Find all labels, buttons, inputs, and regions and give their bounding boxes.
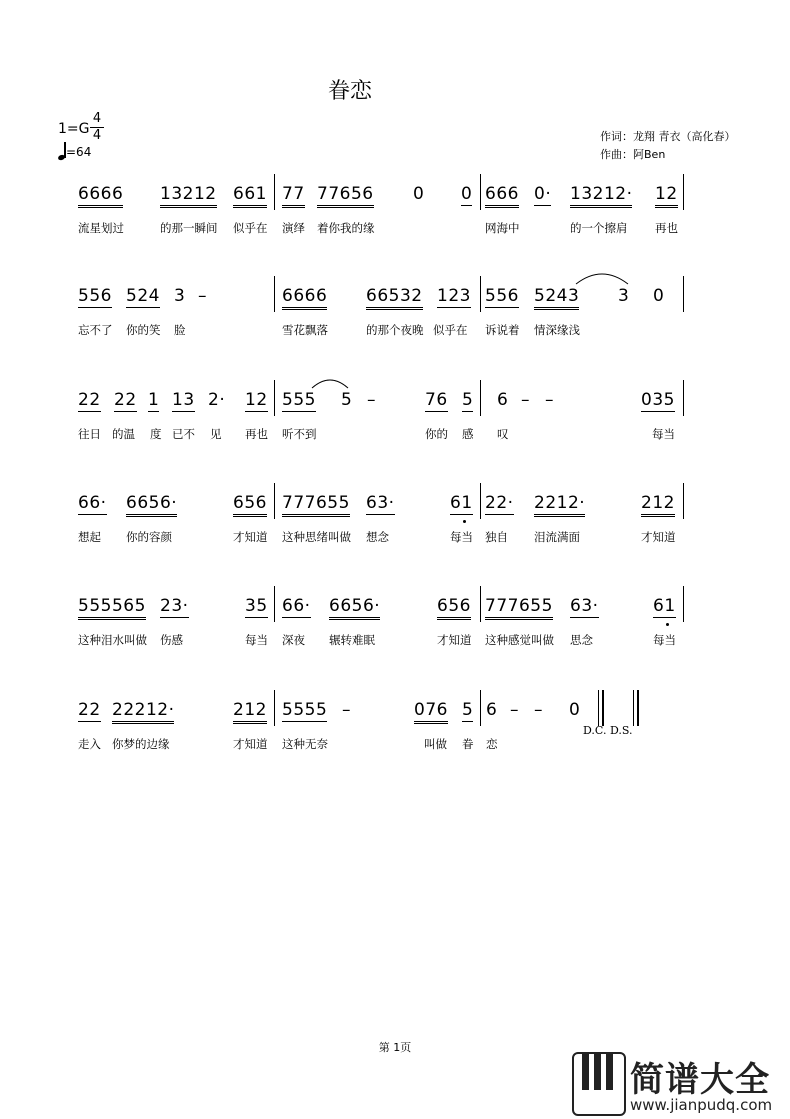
lyric: 才知道 bbox=[233, 530, 268, 544]
lyric: 走入 bbox=[78, 737, 101, 751]
note-group: 3 bbox=[618, 286, 630, 306]
note-group: 13 bbox=[172, 390, 195, 410]
notes-line bbox=[0, 286, 790, 320]
bar-line bbox=[274, 380, 275, 416]
note-group: 22 bbox=[78, 700, 101, 720]
octave-dot bbox=[666, 623, 669, 626]
bar-line bbox=[274, 483, 275, 519]
lyric: 每当 bbox=[653, 633, 676, 647]
note-group: 77 bbox=[282, 184, 305, 208]
note-group: – bbox=[545, 390, 554, 410]
note-group: 61 bbox=[653, 596, 676, 616]
lyric: 才知道 bbox=[641, 530, 676, 544]
lyric: 这种无奈 bbox=[282, 737, 328, 751]
watermark-url: www.jianpudq.com bbox=[630, 1096, 773, 1114]
notes-line bbox=[0, 390, 790, 424]
lyric: 每当 bbox=[450, 530, 473, 544]
watermark-name: 简谱大全 bbox=[630, 1060, 770, 1100]
lyric: 的一个擦肩 bbox=[570, 221, 628, 235]
bar-line bbox=[683, 174, 684, 210]
note-group: 2· bbox=[208, 390, 226, 410]
lyric: 你的笑 bbox=[126, 323, 161, 337]
lyric: 已不 bbox=[172, 427, 195, 441]
lyric: 的那一瞬间 bbox=[160, 221, 218, 235]
note-group: 661 bbox=[233, 184, 267, 208]
lyric: 独自 bbox=[485, 530, 508, 544]
bar-line bbox=[683, 380, 684, 416]
note-group: 666 bbox=[485, 184, 519, 208]
lyric: 才知道 bbox=[233, 737, 268, 751]
double-bar-line bbox=[637, 690, 639, 726]
note-group: 656 bbox=[437, 596, 471, 620]
note-group: 555 bbox=[282, 390, 316, 410]
lyric: 叫做 bbox=[424, 737, 447, 751]
note-group: 6656· bbox=[329, 596, 380, 620]
note-group: 22212· bbox=[112, 700, 174, 724]
note-group: 0 bbox=[653, 286, 665, 306]
bar-line bbox=[683, 276, 684, 312]
note-group: 63· bbox=[570, 596, 599, 616]
time-signature-top: 4 bbox=[92, 111, 102, 126]
note-group: 5 bbox=[462, 700, 474, 720]
piano-keys-icon bbox=[572, 1052, 626, 1116]
octave-dot bbox=[463, 520, 466, 523]
bar-line bbox=[274, 586, 275, 622]
lyric: 见 bbox=[210, 427, 222, 441]
note-group: 12 bbox=[655, 184, 678, 208]
quarter-note-icon bbox=[58, 140, 66, 160]
note-group: 035 bbox=[641, 390, 675, 410]
note-group: 1 bbox=[148, 390, 160, 410]
lyric: 每当 bbox=[245, 633, 268, 647]
lyric: 再也 bbox=[655, 221, 678, 235]
note-group: 63· bbox=[366, 493, 395, 513]
notes-line bbox=[0, 700, 790, 734]
note-group: 5555 bbox=[282, 700, 328, 720]
note-group: 212 bbox=[641, 493, 675, 517]
note-group: – bbox=[510, 700, 519, 720]
notes-line bbox=[0, 493, 790, 527]
bar-line bbox=[480, 380, 481, 416]
note-group: 6666 bbox=[282, 286, 327, 310]
lyric: 似乎在 bbox=[433, 323, 468, 337]
lyric: 忘不了 bbox=[78, 323, 113, 337]
note-group: 0 bbox=[461, 184, 473, 204]
lyric: 泪流满面 bbox=[534, 530, 580, 544]
note-group: 524 bbox=[126, 286, 160, 306]
notes-line bbox=[0, 596, 790, 630]
note-group: 076 bbox=[414, 700, 448, 724]
bar-line bbox=[480, 690, 481, 726]
bar-line bbox=[274, 276, 275, 312]
note-group: 23· bbox=[160, 596, 189, 616]
lyric: 诉说着 bbox=[485, 323, 520, 337]
time-signature-bottom: 4 bbox=[92, 128, 102, 143]
bar-line bbox=[683, 586, 684, 622]
note-group: 555565 bbox=[78, 596, 146, 620]
note-group: 3 bbox=[174, 286, 186, 306]
lyric: 雪花飘落 bbox=[282, 323, 328, 337]
lyric: 眷 bbox=[462, 737, 474, 751]
slur-icon bbox=[310, 376, 350, 390]
note-group: 6 bbox=[497, 390, 509, 410]
note-group: 0 bbox=[569, 700, 581, 720]
bar-line bbox=[480, 586, 481, 622]
lyric: 流星划过 bbox=[78, 221, 124, 235]
lyric: 恋 bbox=[486, 737, 498, 751]
double-bar-line bbox=[602, 690, 604, 726]
lyric: 伤感 bbox=[160, 633, 183, 647]
note-group: 13212 bbox=[160, 184, 217, 208]
lyric: 的温 bbox=[112, 427, 135, 441]
bar-line bbox=[274, 690, 275, 726]
lyric: 似乎在 bbox=[233, 221, 268, 235]
bar-line bbox=[480, 276, 481, 312]
lyric: 这种感觉叫做 bbox=[485, 633, 554, 647]
note-group: 0 bbox=[413, 184, 425, 204]
note-group: – bbox=[534, 700, 543, 720]
bar-line bbox=[683, 483, 684, 519]
key-signature: 1=G bbox=[58, 121, 90, 137]
lyric: 再也 bbox=[245, 427, 268, 441]
lyric: 深夜 bbox=[282, 633, 305, 647]
note-group: 66· bbox=[78, 493, 107, 513]
lyric: 这种泪水叫做 bbox=[78, 633, 147, 647]
lyric: 着你我的缘 bbox=[317, 221, 375, 235]
note-group: – bbox=[367, 390, 376, 410]
lyric: 网海中 bbox=[485, 221, 520, 235]
tie-icon bbox=[574, 270, 630, 286]
note-group: 12 bbox=[245, 390, 268, 410]
tempo-marking bbox=[58, 140, 91, 160]
note-group: 123 bbox=[437, 286, 471, 306]
lyric: 脸 bbox=[174, 323, 186, 337]
note-group: 556 bbox=[78, 286, 112, 306]
double-bar-line bbox=[633, 690, 634, 726]
lyric: 的那个夜晚 bbox=[366, 323, 424, 337]
note-group: 6666 bbox=[78, 184, 123, 208]
note-group: 35 bbox=[245, 596, 268, 616]
time-signature bbox=[90, 112, 104, 143]
tempo-value: =64 bbox=[66, 145, 92, 159]
page-number: 第 1页 bbox=[378, 1041, 412, 1054]
lyric: 往日 bbox=[78, 427, 101, 441]
note-group: 5 bbox=[462, 390, 474, 410]
double-bar-line bbox=[598, 690, 599, 726]
lyric: 演绎 bbox=[282, 221, 305, 235]
lyric: 你梦的边缘 bbox=[112, 737, 170, 751]
note-group: 656 bbox=[233, 493, 267, 517]
note-group: 777655 bbox=[485, 596, 553, 620]
note-group: 556 bbox=[485, 286, 519, 306]
bar-line bbox=[480, 174, 481, 210]
note-group: 77656 bbox=[317, 184, 374, 208]
note-group: 2212· bbox=[534, 493, 585, 517]
lyric: 听不到 bbox=[282, 427, 317, 441]
note-group: – bbox=[521, 390, 530, 410]
note-group: 22 bbox=[78, 390, 101, 410]
note-group: 5 bbox=[341, 390, 353, 410]
note-group: 13212· bbox=[570, 184, 632, 208]
notes-line bbox=[0, 184, 790, 218]
lyric: 感 bbox=[462, 427, 474, 441]
note-group: 66· bbox=[282, 596, 311, 616]
bar-line bbox=[274, 174, 275, 210]
lyric: 你的 bbox=[425, 427, 448, 441]
note-group: 0· bbox=[534, 184, 552, 204]
lyric: 你的容颜 bbox=[126, 530, 172, 544]
lyric: 这种思绪叫做 bbox=[282, 530, 351, 544]
lyric: 才知道 bbox=[437, 633, 472, 647]
note-group: 76 bbox=[425, 390, 448, 410]
note-group: 61 bbox=[450, 493, 473, 513]
watermark-logo bbox=[572, 1052, 790, 1119]
note-group: 22 bbox=[114, 390, 137, 410]
note-group: 66532 bbox=[366, 286, 423, 310]
lyric: 思念 bbox=[570, 633, 593, 647]
lyric: 度 bbox=[150, 427, 162, 441]
lyric: 辗转难眠 bbox=[329, 633, 375, 647]
note-group: 6656· bbox=[126, 493, 177, 517]
lyric: 每当 bbox=[652, 427, 675, 441]
note-group: 777655 bbox=[282, 493, 350, 517]
dc-ds-marking: D.C. D.S. bbox=[583, 724, 633, 737]
bar-line bbox=[480, 483, 481, 519]
page-title: 眷恋 bbox=[327, 79, 372, 104]
composer-credit: 作曲：阿Ben bbox=[600, 148, 666, 161]
lyric: 想念 bbox=[366, 530, 389, 544]
lyric: 情深缘浅 bbox=[534, 323, 580, 337]
note-group: 212 bbox=[233, 700, 267, 724]
note-group: 6 bbox=[486, 700, 498, 720]
note-group: – bbox=[198, 286, 207, 306]
lyricist-credit: 作词：龙翔 青衣（高化春） bbox=[600, 130, 736, 143]
note-group: 22· bbox=[485, 493, 514, 513]
note-group: – bbox=[342, 700, 351, 720]
lyric: 叹 bbox=[497, 427, 509, 441]
lyric: 想起 bbox=[78, 530, 101, 544]
note-group: 5243 bbox=[534, 286, 579, 310]
